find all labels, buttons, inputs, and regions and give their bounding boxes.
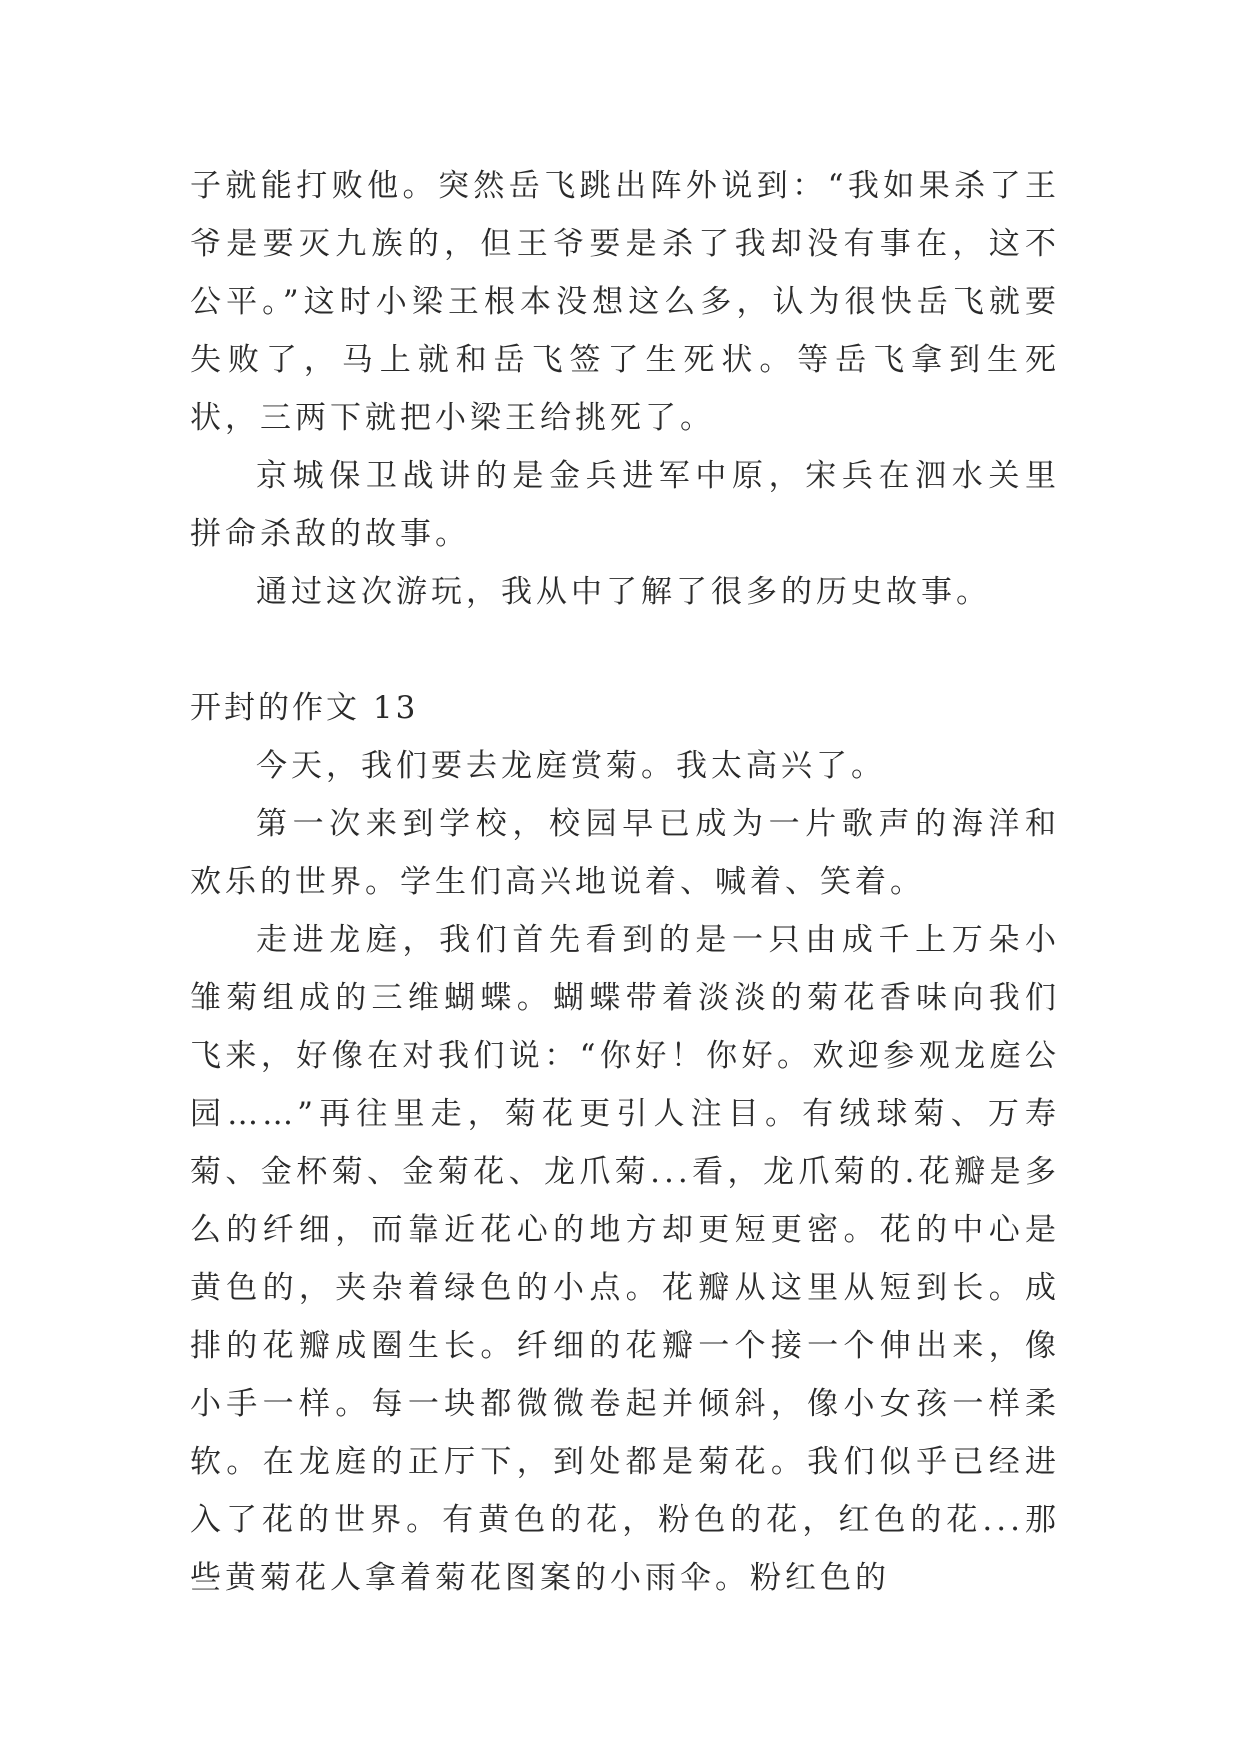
- section-spacer: [190, 621, 1060, 679]
- document-body: [190, 157, 1060, 1607]
- paragraph: 今天，我们要去龙庭赏菊。我太高兴了。: [256, 748, 886, 784]
- section-title: 开封的作文 13: [190, 690, 419, 726]
- paragraph: 第一次来到学校，校园早已成为一片歌声的海洋和欢乐的世界。学生们高兴地说着、喊着、笑着。: [190, 806, 1060, 900]
- paragraph: 子就能打败他。突然岳飞跳出阵外说到：“我如果杀了王爷是要灭九族的，但王爷要是杀了我却没有事在，这不公平。”这时小梁王根本没想这么多，认为很快岳飞就要失败了，马上就和岳飞签了生死状。等岳飞拿到生死状，三两下就把小梁王给挑死了。: [190, 168, 1060, 436]
- paragraph: 京城保卫战讲的是金兵进军中原，宋兵在泗水关里拼命杀敌的故事。: [190, 458, 1060, 552]
- paragraph: 通过这次游玩，我从中了解了很多的历史故事。: [256, 574, 991, 610]
- paragraph: 走进龙庭，我们首先看到的是一只由成千上万朵小雏菊组成的三维蝴蝶。蝴蝶带着淡淡的菊花香味向我们飞来，好像在对我们说：“你好！你好。欢迎参观龙庭公园……”再往里走，菊花更引人注目。有绒球菊、万寿菊、金杯菊、金菊花、龙爪菊...看，龙爪菊的.花瓣是多么的纤细，而靠近花心的地方却更短更密。花的中心是黄色的，夹杂着绿色的小点。花瓣从这里从短到长。成排的花瓣成圈生长。纤细的花瓣一个接一个伸出来，像小手一样。每一块都微微卷起并倾斜，像小女孩一样柔软。在龙庭的正厅下，到处都是菊花。我们似乎已经进入了花的世界。有黄色的花，粉色的花，红色的花...那些黄菊花人拿着菊花图案的小雨伞。粉红色的: [190, 922, 1060, 1596]
